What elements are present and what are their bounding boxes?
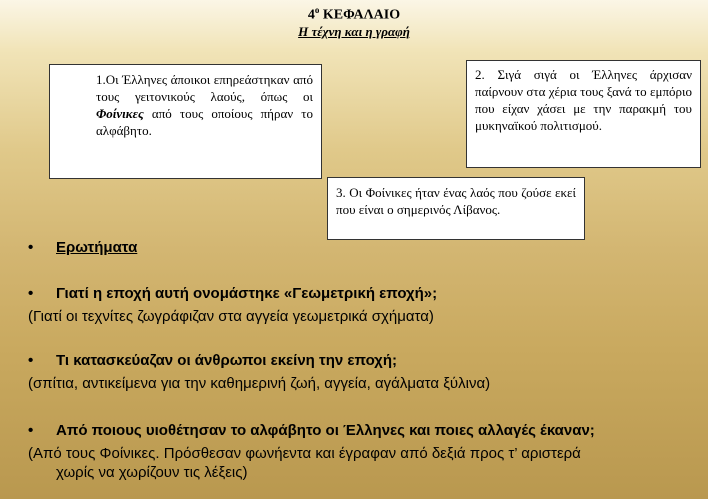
chapter-title: [0, 2, 708, 24]
questions-heading: [28, 238, 698, 257]
question-block-3: [28, 421, 698, 482]
chapter-word: ΚΕΦΑΛΑΙΟ: [322, 7, 401, 23]
question-block-2: [28, 351, 698, 393]
answer-3-continued: χωρίς να χωρίζουν τις λέξεις): [56, 464, 248, 481]
question-block-1: [28, 284, 698, 326]
box1-emphasis: Φοίνικες: [96, 106, 144, 121]
question-2: • Τι κατασκεύαζαν οι άνθρωποι εκείνη την εποχή;: [28, 351, 698, 370]
chapter-number: 4: [307, 7, 315, 23]
questions-heading-label: Ερωτήματα: [56, 239, 138, 256]
slide-header: [0, 2, 708, 40]
question-3: • Από ποιους υιοθέτησαν το αλφάβητο οι Έλληνες και ποιες αλλαγές έκαναν;: [28, 421, 698, 440]
answer-1: (Γιατί οι τεχνίτες ζωγράφιζαν στα αγγεία γεωμετρικά σχήματα): [28, 308, 434, 325]
answer-3: (Από τους Φοίνικες. Πρόσθεσαν φωνήεντα και έγραφαν από δεξιά προς τ’ αριστερά: [28, 445, 581, 462]
chapter-subtitle: Η τέχνη και η γραφή: [298, 23, 410, 39]
box1-text-start: 1.Οι Έλληνες άποικοι επηρεάστηκαν από τους γειτονικούς λαούς, όπως οι: [96, 72, 313, 104]
question-1: • Γιατί η εποχή αυτή ονομάστηκε «Γεωμετρική εποχή»;: [28, 284, 698, 303]
answer-2: (σπίτια, αντικείμενα για την καθημερινή ζωή, αγγεία, αγάλματα ξύλινα): [28, 375, 491, 392]
text-box-phoenicians-influence: [49, 64, 322, 179]
text-box-trade: 2. Σιγά σιγά οι Έλληνες άρχισαν παίρνουν στα χέρια τους ξανά το εμπόριο που είχαν χάσει με την παρακμή του μυκηναϊκού πολιτισμού.: [466, 60, 701, 168]
chapter-ordinal: ο: [314, 5, 320, 15]
box1-text-end: από τους οποίους πήραν το αλφάβητο.: [96, 106, 313, 138]
text-box-phoenicians-people: 3. Οι Φοίνικες ήταν ένας λαός που ζούσε εκεί που είναι ο σημερινός Λίβανος.: [327, 177, 585, 240]
